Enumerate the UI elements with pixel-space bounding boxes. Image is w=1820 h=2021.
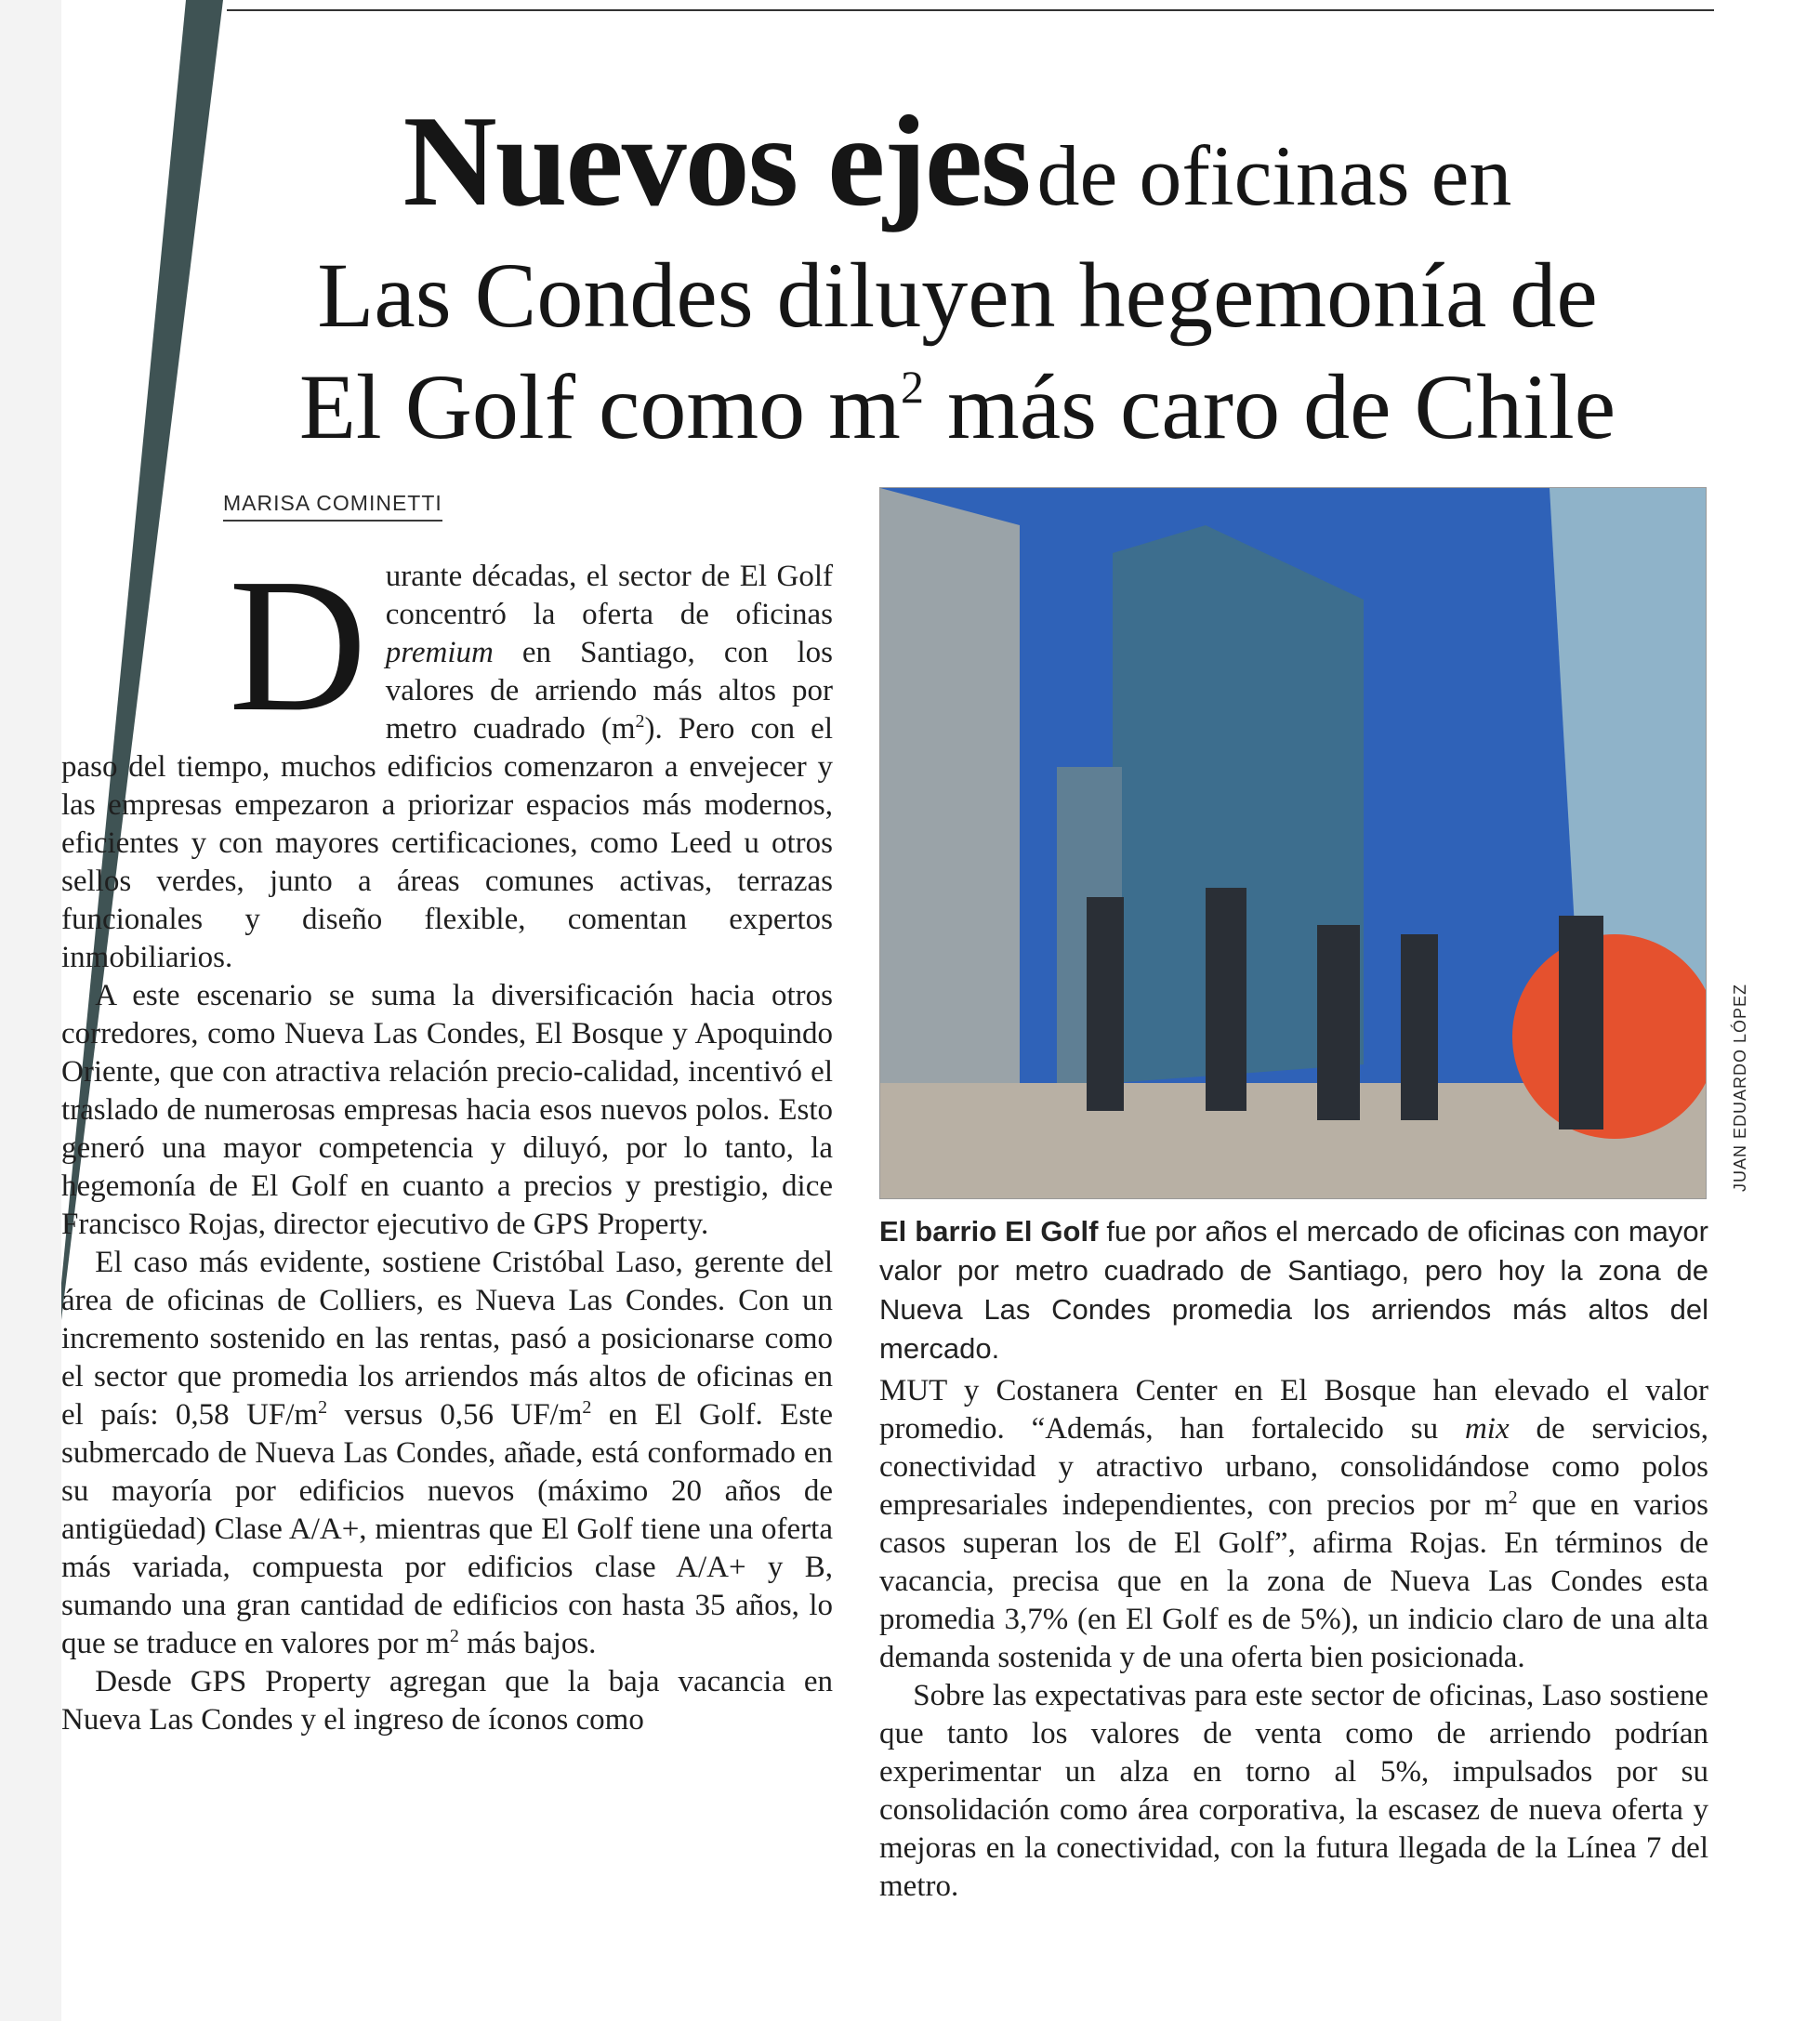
headline-line-1-rest: de oficinas en	[1036, 128, 1512, 223]
paragraph-1	[61, 538, 833, 977]
paragraph-3-text-b: versus 0,56 UF/m	[327, 1398, 583, 1432]
pedestrian-2	[1206, 888, 1246, 1111]
paragraph-3-superscript-1: 2	[318, 1397, 328, 1418]
headline-line-2: Las Condes diluyen hegemonía de	[317, 244, 1598, 347]
byline: MARISA COMINETTI	[223, 491, 442, 522]
paragraph-1-text-c: ). Pero con el paso del tiempo, muchos edificios comenzaron a envejecer y las empresas empezaron a priorizar espacios más modernos, eficientes y con mayores certificaciones, como Leed u otros sellos verdes, junto a áreas comunes activas, terrazas funcionales y diseño flexible, comentan expertos inmobiliarios.	[61, 712, 833, 974]
article-column-right	[879, 1372, 1708, 1906]
pedestrian-3	[1317, 925, 1360, 1120]
caption-lead: El barrio El Golf	[879, 1215, 1099, 1248]
headline-line-3-before: El Golf como m	[298, 355, 901, 458]
headline-superscript: 2	[900, 361, 924, 413]
paragraph-1-superscript: 2	[635, 711, 645, 732]
paragraph-4-emphasis: mix	[1464, 1412, 1510, 1446]
photo-illustration	[880, 488, 1706, 1198]
caption-rest: fue por años el mercado de oficinas con mayor valor por metro cuadrado de Santiago, pero hoy la zona de Nueva Las Condes promedia los arriendos más altos del mercado.	[879, 1215, 1708, 1365]
paragraph-4-text-c: de servicios, conectividad y atractivo urbano, consolidándose como polos empresariales independientes, con precios por m	[879, 1412, 1709, 1522]
paragraph-3-text-d: más bajos.	[458, 1627, 597, 1660]
paragraph-4-continued	[879, 1372, 1708, 1677]
paragraph-4-superscript: 2	[1508, 1487, 1518, 1508]
paragraph-3-superscript-2: 2	[582, 1397, 592, 1418]
headline-lead: Nuevos ejes	[402, 89, 1030, 233]
photo-caption	[879, 1212, 1708, 1368]
street-photo	[879, 487, 1707, 1199]
paragraph-2: A este escenario se suma la diversificación hacia otros corredores, como Nueva Las Condes, El Bosque y Apoquindo Oriente, que con atractiva relación precio-calidad, incentivó el traslado de numerosas empresas hacia esos nuevos polos. Esto generó una mayor competencia y diluyó, por lo tanto, la hegemonía de El Golf en cuanto a precios y prestigio, dice Francisco Rojas, director ejecutivo de GPS Property.	[61, 979, 833, 1241]
top-rule	[227, 9, 1714, 11]
headline-line-3-after: más caro de Chile	[923, 355, 1616, 458]
paragraph-4-text-b: MUT y Costanera Center en El Bosque han elevado el valor promedio. “Además, han fortalecido su	[879, 1374, 1708, 1446]
photo-left-tower	[880, 488, 1020, 1129]
paragraph-4-text-d: que en varios casos superan los de El Golf”, afirma Rojas. En términos de vacancia, precisa que en la zona de Nueva Las Condes esta promedia 3,7% (en El Golf es de 5%), un indicio claro de una alta demanda sostenida y de una oferta bien posicionada.	[879, 1488, 1708, 1674]
headline-line-1	[177, 84, 1738, 240]
drop-cap: D	[229, 538, 367, 751]
paragraph-5: Sobre las expectativas para este sector de oficinas, Laso sostiene que tanto los valores de venta como de arriendo podrían experimentar un alza en torno al 5%, impulsados por su consolidación como área corporativa, la escasez de nueva oferta y mejoras en la conectividad, con la futura llegada de la Línea 7 del metro.	[879, 1679, 1708, 1903]
pedestrian-1	[1087, 897, 1124, 1111]
paragraph-1-text-b: en Santiago, con los valores de arriendo más altos por metro cuadrado (m	[385, 636, 833, 746]
paragraph-3-text-a: El caso más evidente, sostiene Cristóbal Laso, gerente del área de oficinas de Colliers, es Nueva Las Condes. Con un incremento sostenido en las rentas, pasó a posicionarse como el sector que promedia los arriendos más altos de oficinas en el país: 0,58 UF/m	[61, 1246, 833, 1432]
article-column-left	[61, 538, 833, 1739]
headline-line-3	[177, 351, 1738, 463]
paragraph-4-start: Desde GPS Property agregan que la baja vacancia en Nueva Las Condes y el ingreso de íconos como	[61, 1665, 833, 1737]
paragraph-3-superscript-3: 2	[449, 1626, 459, 1646]
pedestrian-4	[1401, 934, 1438, 1120]
paragraph-3	[61, 1244, 833, 1663]
paragraph-1-emphasis: premium	[385, 636, 494, 669]
pedestrian-5	[1559, 916, 1603, 1129]
paragraph-1-text-a: urante décadas, el sector de El Golf concentró la oferta de oficinas	[385, 560, 833, 631]
paragraph-3-text-c: en El Golf. Este submercado de Nueva Las Condes, añade, está conformado en su mayoría por edificios nuevos (máximo 20 años de antigüedad) Clase A/A+, mientras que El Golf tiene una oferta más variada, compuesta por edificios clase A/A+ y B, sumando una gran cantidad de edificios con hasta 35 años, lo que se traduce en valores por m	[61, 1398, 833, 1660]
photo-credit: JUAN EDUARDO LÓPEZ	[1731, 983, 1749, 1192]
headline	[177, 84, 1738, 463]
